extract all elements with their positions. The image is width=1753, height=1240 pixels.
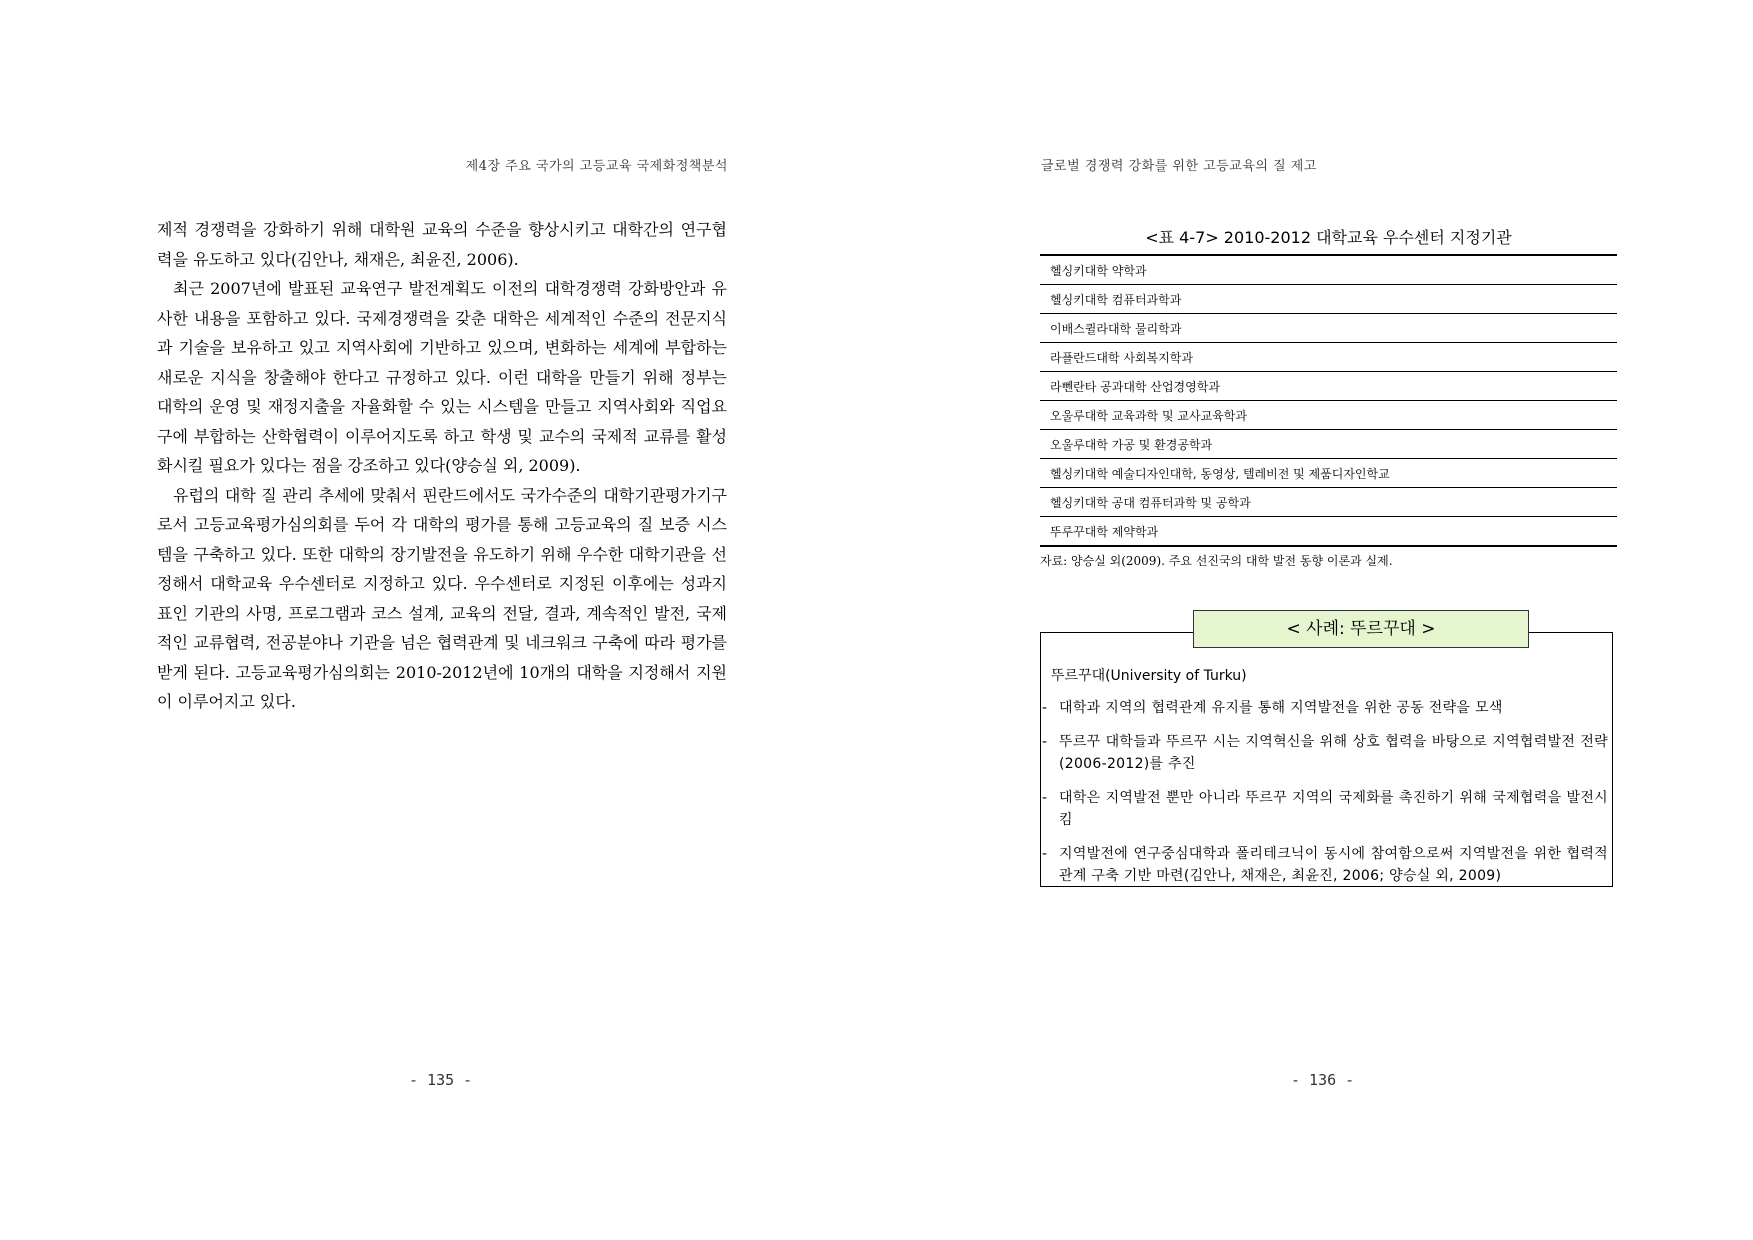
table-cell: 헬싱키대학 공대 컴퓨터과학 및 공학과 <box>1040 488 1617 517</box>
paragraph: 유럽의 대학 질 관리 추세에 맞춰서 핀란드에서도 국가수준의 대학기관평가기구로서 고등교육평가심의회를 두어 각 대학의 평가를 통해 고등교육의 질 보증 시스템을 구축하고 있다. 또한 대학의 장기발전을 유도하기 위해 우수한 대학기관을 선정해서 대학교육 우수센터로 지정하고 있다. 우수센터로 지정된 이후에는 성과지표인 기관의 사명, 프로그램과 코스 설계, 교육의 전달, 결과, 계속적인 발전, 국제적인 교류협력, 전공분야나 기관을 넘은 협력관계 및 네크워크 구축에 따라 평가를 받게 된다. 고등교육평가심의회는 2010-2012년에 10개의 대학을 지정해서 지원이 이루어지고 있다. <box>157 485 727 711</box>
dash-bullet: - <box>1042 790 1048 806</box>
case-label: < 사례: 뚜르꾸대 > <box>1193 610 1529 648</box>
list-item-text: 대학과 지역의 협력관계 유지를 통해 지역발전을 위한 공동 전략을 모색 <box>1059 700 1503 716</box>
body-text <box>157 215 727 717</box>
case-list <box>1041 697 1612 887</box>
dash-bullet: - <box>1042 846 1048 862</box>
list-item-text: 뚜르꾸 대학들과 뚜르꾸 시는 지역혁신을 위해 상호 협력을 바탕으로 지역협력발전 전략(2006-2012)를 추진 <box>1059 734 1608 772</box>
table-row <box>1040 255 1617 285</box>
list-item <box>1041 731 1612 775</box>
table-source: 자료: 양승실 외(2009). 주요 선진국의 대학 발전 동향 이론과 실제. <box>1040 554 1393 568</box>
table-cell: 뚜루꾸대학 제약학과 <box>1040 517 1617 547</box>
list-item-text: 지역발전에 연구중심대학과 폴리테크닉이 동시에 참여함으로써 지역발전을 위한 협력적 관계 구축 기반 마련(김안나, 채재은, 최윤진, 2006; 양승실 외, 2009) <box>1059 846 1608 884</box>
table-cell: 헬싱키대학 약학과 <box>1040 255 1617 285</box>
running-head: 글로벌 경쟁력 강화를 위한 고등교육의 질 제고 <box>1041 159 1317 174</box>
case-heading: 뚜르꾸대(University of Turku) <box>1051 668 1247 684</box>
right-page <box>876 0 1753 1240</box>
page-number: - 136 - <box>1291 1071 1355 1089</box>
dash-bullet: - <box>1042 700 1048 716</box>
dash-bullet: - <box>1042 734 1048 750</box>
table-row <box>1040 314 1617 343</box>
table-row <box>1040 401 1617 430</box>
table-cell: 이배스퀼라대학 물리학과 <box>1040 314 1617 343</box>
running-head: 제4장 주요 국가의 고등교육 국제화정책분석 <box>465 159 728 174</box>
table-cell: 라뻰란타 공과대학 산업경영학과 <box>1040 372 1617 401</box>
table-cell: 헬싱키대학 컴퓨터과학과 <box>1040 285 1617 314</box>
table-title: <표 4-7> 2010-2012 대학교육 우수센터 지정기관 <box>1145 228 1512 247</box>
list-item <box>1041 787 1612 831</box>
page-number: - 135 - <box>409 1071 473 1089</box>
table-row <box>1040 372 1617 401</box>
table-cell: 오울루대학 가공 및 환경공학과 <box>1040 430 1617 459</box>
table-row <box>1040 430 1617 459</box>
left-page <box>0 0 876 1240</box>
table-row <box>1040 488 1617 517</box>
list-item-text: 대학은 지역발전 뿐만 아니라 뚜르꾸 지역의 국제화를 촉진하기 위해 국제협력을 발전시킴 <box>1059 790 1608 828</box>
institution-table <box>1040 254 1617 547</box>
paragraph: 최근 2007년에 발표된 교육연구 발전계획도 이전의 대학경쟁력 강화방안과 유사한 내용을 포함하고 있다. 국제경쟁력을 갖춘 대학은 세계적인 수준의 전문지식과 기술을 보유하고 있고 지역사회에 기반하고 있으며, 변화하는 세계에 부합하는 새로운 지식을 창출해야 한다고 규정하고 있다. 이런 대학을 만들기 위해 정부는 대학의 운영 및 재정지출을 자율화할 수 있는 시스템을 만들고 지역사회와 직업요구에 부합하는 산학협력이 이루어지도록 하고 학생 및 교수의 국제적 교류를 활성화시킬 필요가 있다는 점을 강조하고 있다(양승실 외, 2009). <box>157 279 727 475</box>
table-cell: 오울루대학 교육과학 및 교사교육학과 <box>1040 401 1617 430</box>
case-box <box>1040 632 1613 887</box>
table-cell: 라플란드대학 사회복지학과 <box>1040 343 1617 372</box>
list-item <box>1041 843 1612 887</box>
table-row <box>1040 343 1617 372</box>
table-row <box>1040 285 1617 314</box>
list-item <box>1041 697 1612 719</box>
table-row <box>1040 459 1617 488</box>
paragraph: 제적 경쟁력을 강화하기 위해 대학원 교육의 수준을 향상시키고 대학간의 연구협력을 유도하고 있다(김안나, 채재은, 최윤진, 2006). <box>157 220 727 269</box>
table-row <box>1040 517 1617 547</box>
table-cell: 헬싱키대학 예술디자인대학, 동영상, 텔레비전 및 제품디자인학교 <box>1040 459 1617 488</box>
